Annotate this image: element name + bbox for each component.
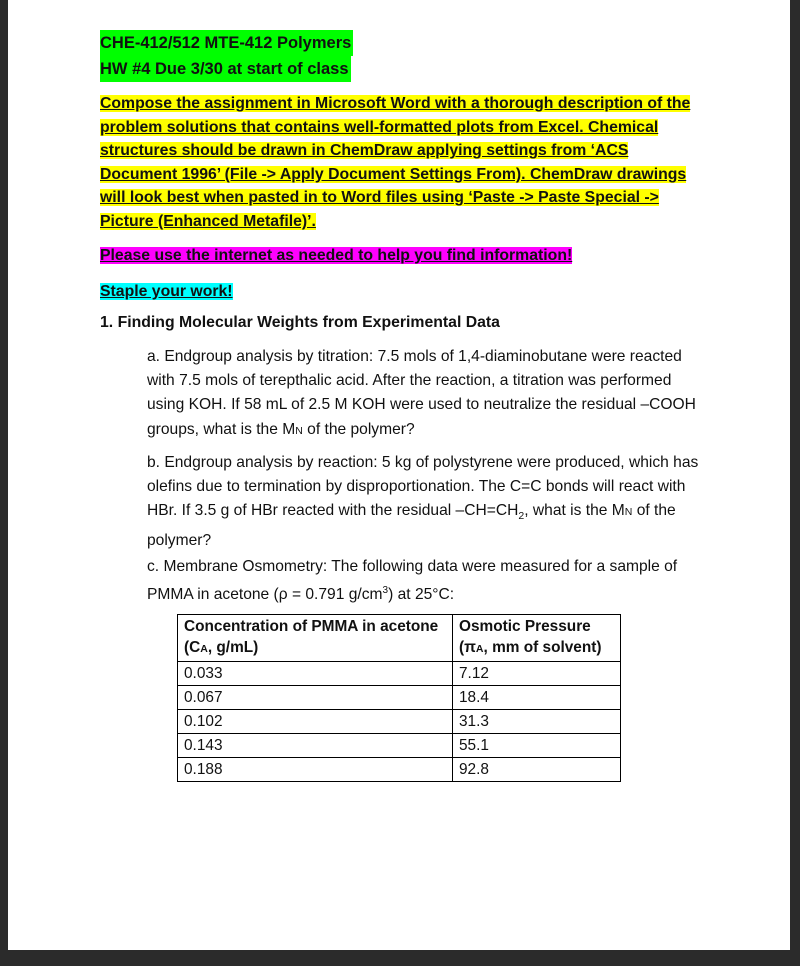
header-text: Osmotic Pressure bbox=[459, 618, 591, 635]
header-text: (C bbox=[184, 639, 201, 656]
document-page bbox=[8, 0, 790, 950]
cell-concentration: 0.033 bbox=[178, 662, 453, 686]
question-1a-text-end: of the polymer? bbox=[302, 420, 415, 438]
subscript: N bbox=[624, 506, 633, 519]
table-row bbox=[178, 734, 621, 758]
internet-note bbox=[100, 245, 572, 266]
cell-pressure: 92.8 bbox=[453, 758, 621, 782]
subscript: A bbox=[200, 643, 208, 655]
question-1-heading: 1. Finding Molecular Weights from Experimental Data bbox=[100, 314, 500, 331]
table-row bbox=[178, 710, 621, 734]
question-1b-text-mid: , what is the M bbox=[524, 502, 625, 520]
cell-pressure: 18.4 bbox=[453, 686, 621, 710]
osmometry-table bbox=[177, 614, 621, 782]
table-header-row bbox=[178, 615, 621, 662]
cell-concentration: 0.188 bbox=[178, 758, 453, 782]
question-1b-text-end: of the polymer? bbox=[147, 502, 676, 549]
table-row bbox=[178, 758, 621, 782]
question-1a bbox=[147, 345, 707, 443]
cell-pressure: 55.1 bbox=[453, 734, 621, 758]
course-title: CHE-412/512 MTE-412 Polymers bbox=[100, 30, 353, 56]
column-header-concentration bbox=[178, 615, 453, 662]
subscript: 2 bbox=[518, 510, 525, 523]
staple-note-text: Staple your work! bbox=[100, 283, 233, 300]
table-row bbox=[178, 662, 621, 686]
header-text: , g/mL) bbox=[207, 639, 259, 656]
instructions-paragraph bbox=[100, 92, 704, 234]
internet-note-text: Please use the internet as needed to help you find information! bbox=[100, 247, 573, 264]
cell-concentration: 0.102 bbox=[178, 710, 453, 734]
header-text: Concentration of PMMA in acetone bbox=[184, 618, 439, 635]
question-1b-text: b. Endgroup analysis by reaction: 5 kg of polystyrene were produced, which has olefins due to termination by disproportionation. The C=C bonds will react with HBr. If 3.5 g of HBr reacted with the residual –CH=CH bbox=[147, 454, 699, 520]
subscript: A bbox=[475, 643, 484, 655]
question-1b bbox=[147, 451, 707, 553]
table-row bbox=[178, 686, 621, 710]
question-1a-text: a. Endgroup analysis by titration: 7.5 mols of 1,4-diaminobutane were reacted with 7.5 mols of terepthalic acid. After the reaction, a titration was performed using KOH. If 58 mL of 2.5 M KOH were used to neutralize the residual –COOH groups, what is the M bbox=[147, 348, 696, 438]
question-1c-text-end: ) at 25°C: bbox=[388, 586, 455, 604]
cell-concentration: 0.143 bbox=[178, 734, 453, 758]
cell-pressure: 31.3 bbox=[453, 710, 621, 734]
subscript: N bbox=[295, 424, 303, 437]
column-header-pressure bbox=[453, 615, 621, 662]
question-1c bbox=[147, 555, 707, 608]
homework-due: HW #4 Due 3/30 at start of class bbox=[100, 56, 351, 82]
question-1c-text: c. Membrane Osmometry: The following data were measured for a sample of PMMA in acetone (ρ = 0.791 g/cm bbox=[147, 558, 678, 604]
instructions-text: Compose the assignment in Microsoft Word with a thorough description of the problem solutions that contains well-formatted plots from Excel. Chemical structures should be drawn in ChemDraw applying settings from ‘ACS Document 1996’ (File -> Apply Document Settings From). ChemDraw drawings will look best when pasted in to Word files using ‘Paste -> Paste Special -> Picture (Enhanced Metafile)’. bbox=[100, 95, 691, 230]
superscript: 3 bbox=[382, 585, 389, 597]
cell-concentration: 0.067 bbox=[178, 686, 453, 710]
staple-note bbox=[100, 281, 233, 302]
header-text: , mm of solvent) bbox=[483, 639, 602, 656]
header-text: (π bbox=[459, 639, 476, 656]
cell-pressure: 7.12 bbox=[453, 662, 621, 686]
assignment-title bbox=[100, 30, 353, 82]
